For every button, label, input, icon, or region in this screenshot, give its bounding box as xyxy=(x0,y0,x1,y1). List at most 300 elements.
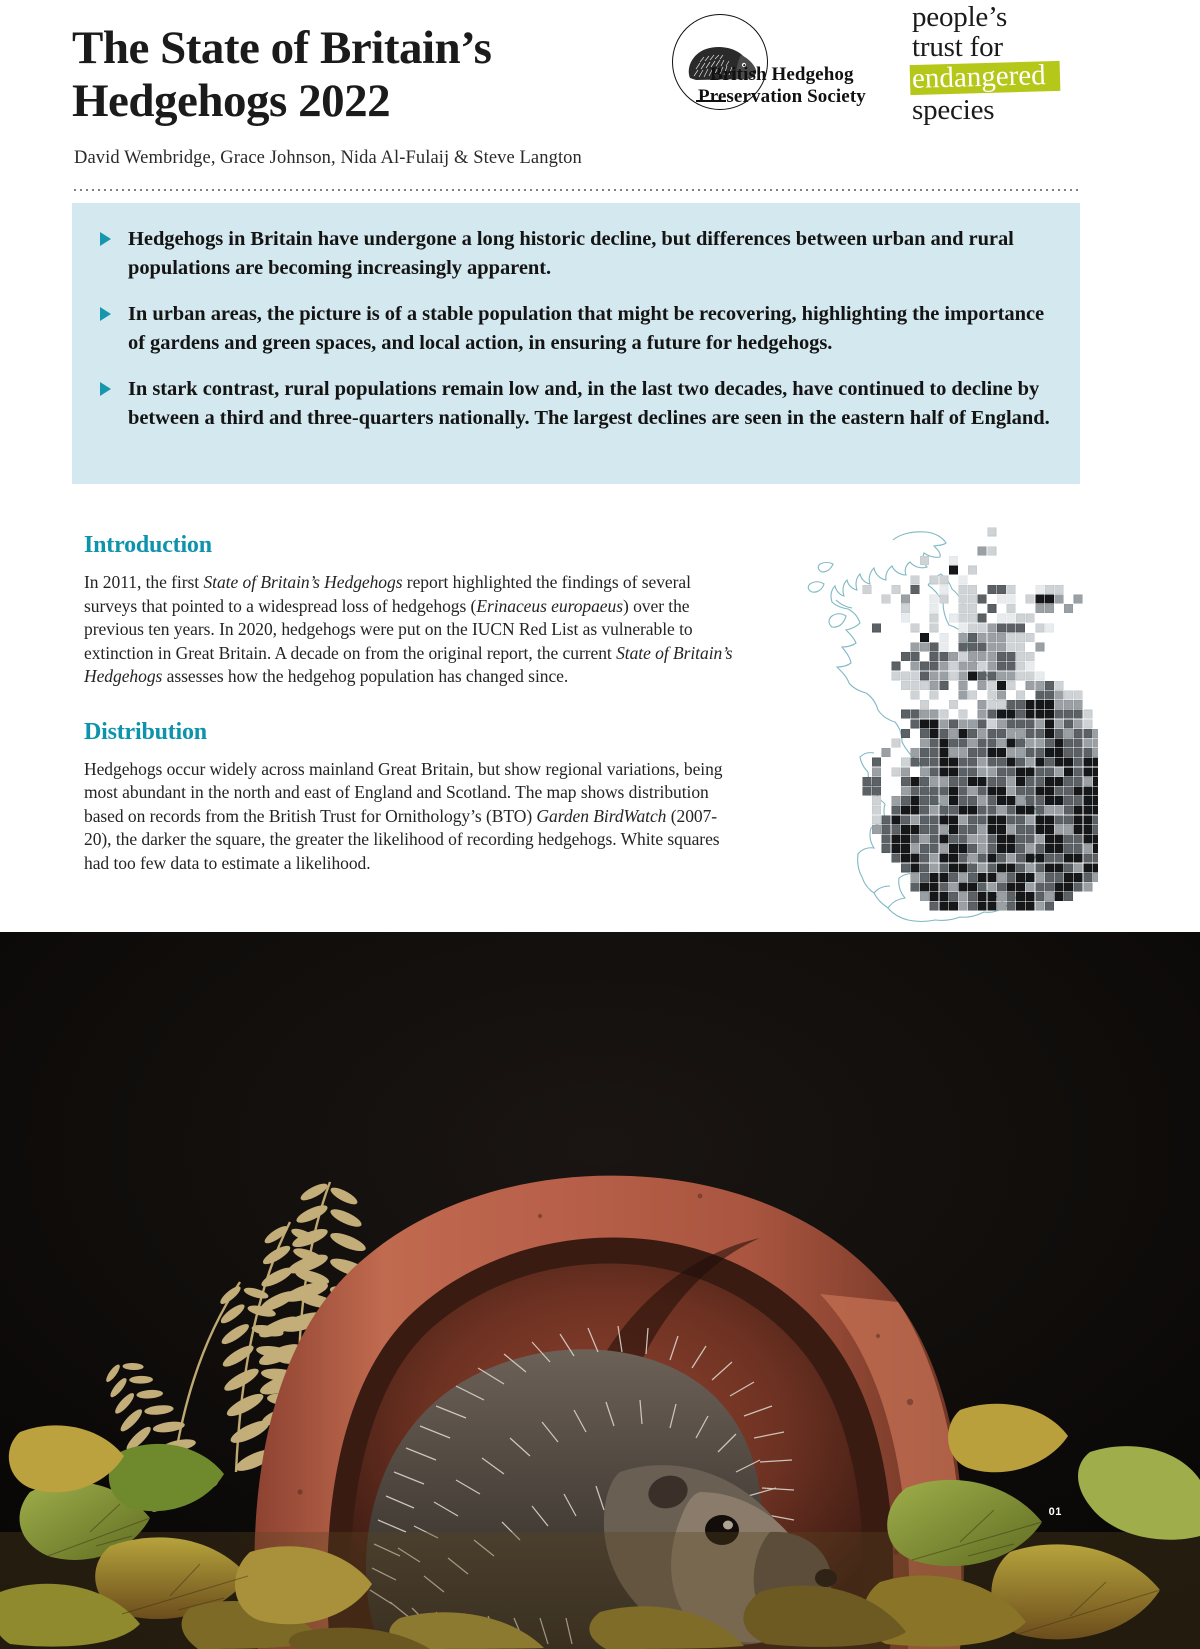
map-grid-cell xyxy=(1007,710,1015,718)
map-grid-cell xyxy=(959,883,967,891)
map-grid-cell xyxy=(892,806,900,814)
map-grid-cell xyxy=(949,672,957,680)
map-grid-cell xyxy=(940,643,948,651)
map-grid-cell xyxy=(1026,652,1034,660)
map-grid-cell xyxy=(1064,806,1072,814)
map-grid-cell xyxy=(1055,777,1063,785)
map-grid-cell xyxy=(911,652,919,660)
map-grid-cell xyxy=(1016,864,1024,872)
map-grid-cell xyxy=(988,768,996,776)
map-grid-cell xyxy=(1055,768,1063,776)
map-grid-cell xyxy=(978,873,986,881)
map-grid-cell xyxy=(1016,854,1024,862)
map-grid-cell xyxy=(1084,864,1092,872)
map-grid-cell xyxy=(920,729,928,737)
map-grid-cell xyxy=(940,864,948,872)
map-grid-cell xyxy=(988,844,996,852)
map-grid-cell xyxy=(882,595,890,603)
map-grid-cell xyxy=(978,681,986,689)
map-grid-cell xyxy=(901,806,909,814)
map-grid-cell xyxy=(1007,729,1015,737)
map-grid-cell xyxy=(872,816,880,824)
map-grid-cell xyxy=(1007,873,1015,881)
map-grid-cell xyxy=(1016,777,1024,785)
map-grid-cell xyxy=(959,777,967,785)
title-line-1: The State of Britain’s xyxy=(72,22,492,74)
map-grid-cell xyxy=(1045,777,1053,785)
map-grid-cell xyxy=(988,528,996,536)
map-grid-cell xyxy=(1064,787,1072,795)
map-grid-cell xyxy=(1036,758,1044,766)
map-grid-cell xyxy=(1026,633,1034,641)
map-grid-cell xyxy=(988,710,996,718)
key-points-box xyxy=(72,203,1080,484)
map-grid-cell xyxy=(949,835,957,843)
map-grid-cell xyxy=(892,825,900,833)
map-grid-cell xyxy=(1045,825,1053,833)
map-grid-cell xyxy=(978,902,986,910)
map-grid-cell xyxy=(1026,806,1034,814)
map-grid-cell xyxy=(1055,691,1063,699)
map-grid-cell xyxy=(1016,748,1024,756)
map-grid-cell xyxy=(968,892,976,900)
map-grid-cell xyxy=(997,902,1005,910)
map-grid-cell xyxy=(968,585,976,593)
map-grid-cell xyxy=(1036,691,1044,699)
map-grid-cell xyxy=(1036,710,1044,718)
map-grid-cell xyxy=(1036,700,1044,708)
map-grid-cell xyxy=(997,864,1005,872)
map-grid-cell xyxy=(1093,787,1098,795)
map-grid-cell xyxy=(1007,787,1015,795)
map-grid-cell xyxy=(1026,883,1034,891)
map-grid-cell xyxy=(1036,806,1044,814)
map-grid-cell xyxy=(997,768,1005,776)
map-grid-cell xyxy=(949,768,957,776)
map-grid-cell xyxy=(911,681,919,689)
map-grid-cell xyxy=(1064,864,1072,872)
map-grid-cell xyxy=(978,854,986,862)
map-grid-cell xyxy=(968,835,976,843)
map-grid-cell xyxy=(988,796,996,804)
map-grid-cell xyxy=(1007,825,1015,833)
map-grid-cell xyxy=(940,787,948,795)
map-grid-cell xyxy=(978,614,986,622)
map-grid-cell xyxy=(1036,883,1044,891)
map-grid-cell xyxy=(997,854,1005,862)
map-grid-cell xyxy=(959,652,967,660)
key-point-item xyxy=(86,225,1050,282)
map-grid-cell xyxy=(997,739,1005,747)
map-grid-cell xyxy=(1055,854,1063,862)
map-grid-cell xyxy=(1084,710,1092,718)
map-grid-cell xyxy=(872,796,880,804)
map-grid-cell xyxy=(1074,883,1082,891)
map-grid-cell xyxy=(997,595,1005,603)
map-grid-cell xyxy=(911,844,919,852)
map-grid-cell xyxy=(1064,777,1072,785)
map-grid-cell xyxy=(978,662,986,670)
map-grid-cell xyxy=(968,864,976,872)
map-grid-cell xyxy=(920,892,928,900)
map-grid-cell xyxy=(930,864,938,872)
map-grid-cell xyxy=(1093,729,1098,737)
map-grid-cell xyxy=(930,604,938,612)
map-grid-cell xyxy=(911,710,919,718)
map-grid-cell xyxy=(1064,854,1072,862)
ptes-logo-line3: endangered xyxy=(911,59,1047,95)
map-grid-cell xyxy=(911,672,919,680)
map-grid-cell xyxy=(1055,835,1063,843)
map-grid-cell xyxy=(1084,806,1092,814)
map-grid-cell xyxy=(1016,624,1024,632)
map-grid-cell xyxy=(988,806,996,814)
map-grid-cell xyxy=(968,768,976,776)
map-grid-cell xyxy=(959,633,967,641)
map-grid-cell xyxy=(930,691,938,699)
map-grid-cell xyxy=(930,710,938,718)
map-grid-cell xyxy=(1045,873,1053,881)
map-grid-cell xyxy=(978,864,986,872)
paragraph-introduction: In 2011, the first State of Britain’s Hedgehogs report highlighted the findings of several surveys that pointed to a widespread loss of hedgehogs (Erinaceus europaeus) over the previous ten years. In 2020, hedgehogs were put on the IUCN Red List as vulnerable to extinction in Great Britain. A decade on from the original report, the current State of Britain’s Hedgehogs assesses how the hedgehog population has changed since. xyxy=(84,572,733,686)
map-grid-cell xyxy=(892,739,900,747)
map-grid-cell xyxy=(930,902,938,910)
map-grid-cell xyxy=(1064,873,1072,881)
map-grid-cell xyxy=(1045,844,1053,852)
map-grid-cell xyxy=(968,816,976,824)
map-grid-cell xyxy=(997,796,1005,804)
map-grid-cell xyxy=(1093,816,1098,824)
map-grid-cell xyxy=(1045,796,1053,804)
map-grid-cell xyxy=(968,825,976,833)
map-grid-cell xyxy=(1074,796,1082,804)
triangle-bullet-icon xyxy=(100,232,111,246)
map-grid-cell xyxy=(1016,729,1024,737)
page-header xyxy=(0,0,1200,196)
map-grid-cell xyxy=(1026,768,1034,776)
map-grid-cell xyxy=(1045,691,1053,699)
map-grid-cell xyxy=(1016,816,1024,824)
map-grid-cell xyxy=(1026,700,1034,708)
map-grid-cell xyxy=(930,614,938,622)
map-grid-cell xyxy=(1084,729,1092,737)
map-grid-cell xyxy=(1045,748,1053,756)
map-grid-cell xyxy=(920,739,928,747)
map-grid-cell xyxy=(997,662,1005,670)
map-grid-cell xyxy=(920,768,928,776)
map-grid-cell xyxy=(978,633,986,641)
map-grid-cell xyxy=(959,796,967,804)
map-grid-cell xyxy=(1036,787,1044,795)
map-grid-cell xyxy=(940,662,948,670)
map-grid-cell xyxy=(949,777,957,785)
map-grid-cell xyxy=(1007,604,1015,612)
map-grid-cell xyxy=(988,643,996,651)
map-grid-cell xyxy=(911,720,919,728)
map-grid-cell xyxy=(988,739,996,747)
map-grid-cell xyxy=(1036,720,1044,728)
map-grid-cell xyxy=(1007,595,1015,603)
map-grid-cell xyxy=(1026,816,1034,824)
map-grid-cell xyxy=(940,816,948,824)
map-grid-cell xyxy=(920,556,928,564)
map-grid-cell xyxy=(978,739,986,747)
map-grid-cell xyxy=(892,796,900,804)
map-grid-cell xyxy=(968,595,976,603)
map-grid-cell xyxy=(892,854,900,862)
map-grid-cell xyxy=(940,585,948,593)
hero-photo xyxy=(0,932,1200,1649)
map-grid-cell xyxy=(997,652,1005,660)
map-grid-cell xyxy=(911,854,919,862)
map-grid-cell xyxy=(940,768,948,776)
map-grid-cell xyxy=(930,816,938,824)
map-grid-cell xyxy=(920,777,928,785)
map-grid-cell xyxy=(940,758,948,766)
map-grid-cell xyxy=(1074,844,1082,852)
map-grid-cell xyxy=(940,729,948,737)
map-grid-cell xyxy=(997,892,1005,900)
map-grid-cell xyxy=(920,844,928,852)
heading-distribution: Distribution xyxy=(84,718,207,745)
map-grid-cell xyxy=(863,585,871,593)
map-grid-cell xyxy=(1016,796,1024,804)
map-grid-cell xyxy=(968,633,976,641)
map-grid-cell xyxy=(988,729,996,737)
map-grid-cell xyxy=(959,835,967,843)
map-grid-cell xyxy=(930,739,938,747)
map-grid-cell xyxy=(1055,595,1063,603)
distribution-map-graphic xyxy=(780,512,1098,924)
map-grid-cell xyxy=(1016,633,1024,641)
map-grid-cell xyxy=(892,585,900,593)
map-grid-cell xyxy=(997,633,1005,641)
map-grid-cell xyxy=(901,729,909,737)
map-grid-cell xyxy=(1036,777,1044,785)
map-grid-cell xyxy=(1026,748,1034,756)
map-grid-cell xyxy=(1045,806,1053,814)
map-grid-cell xyxy=(930,844,938,852)
map-grid-cell xyxy=(978,720,986,728)
map-grid-cell xyxy=(997,777,1005,785)
map-grid-cell xyxy=(1026,873,1034,881)
map-grid-cell xyxy=(901,796,909,804)
map-grid-cell xyxy=(930,729,938,737)
map-grid-cell xyxy=(940,595,948,603)
hero-photo-graphic xyxy=(0,932,1200,1649)
map-grid-cell xyxy=(959,854,967,862)
map-grid-cell xyxy=(911,777,919,785)
triangle-bullet-icon xyxy=(100,307,111,321)
map-grid-cell xyxy=(1007,633,1015,641)
map-grid-cell xyxy=(959,643,967,651)
map-grid-cell xyxy=(872,825,880,833)
map-grid-cell xyxy=(940,710,948,718)
map-grid-cell xyxy=(949,748,957,756)
map-grid-cell xyxy=(988,825,996,833)
map-grid-cell xyxy=(940,739,948,747)
map-grid-cell xyxy=(911,816,919,824)
map-grid-cell xyxy=(901,844,909,852)
map-grid-cell xyxy=(1007,720,1015,728)
title-line-2: Hedgehogs 2022 xyxy=(72,75,391,127)
map-grid-cell xyxy=(930,662,938,670)
map-grid-cell xyxy=(988,700,996,708)
map-grid-cell xyxy=(940,576,948,584)
map-grid-cell xyxy=(1007,864,1015,872)
map-grid-cell xyxy=(1045,729,1053,737)
map-grid-cell xyxy=(920,816,928,824)
map-grid-cell xyxy=(1055,873,1063,881)
map-grid-cell xyxy=(930,681,938,689)
map-grid-cell xyxy=(1055,700,1063,708)
map-grid-cell xyxy=(997,816,1005,824)
map-grid-cell xyxy=(1026,825,1034,833)
map-grid-cell xyxy=(1007,892,1015,900)
map-grid-cell xyxy=(949,662,957,670)
map-grid-cell xyxy=(901,864,909,872)
map-grid-cell xyxy=(892,816,900,824)
map-grid-cell xyxy=(930,768,938,776)
map-grid-cell xyxy=(1036,902,1044,910)
map-grid-cell xyxy=(1045,624,1053,632)
map-grid-cell xyxy=(1045,595,1053,603)
map-grid-cell xyxy=(997,585,1005,593)
map-grid-cell xyxy=(940,681,948,689)
map-grid-cell xyxy=(1007,854,1015,862)
map-grid-cell xyxy=(949,556,957,564)
map-grid-cell xyxy=(978,825,986,833)
map-grid-cell xyxy=(959,748,967,756)
triangle-bullet-icon xyxy=(100,382,111,396)
map-grid-cell xyxy=(1055,796,1063,804)
map-grid-cell xyxy=(968,720,976,728)
article-text-column xyxy=(84,532,744,875)
map-grid-cell xyxy=(968,691,976,699)
map-grid-cell xyxy=(930,652,938,660)
map-grid-cell xyxy=(1016,739,1024,747)
map-grid-cell xyxy=(949,816,957,824)
map-grid-cell xyxy=(997,681,1005,689)
map-grid-cell xyxy=(920,710,928,718)
map-grid-cell xyxy=(997,748,1005,756)
map-grid-cell xyxy=(1007,614,1015,622)
map-grid-cell xyxy=(1026,892,1034,900)
map-grid-cell xyxy=(1016,883,1024,891)
map-grid-cell xyxy=(1007,796,1015,804)
map-grid-cell xyxy=(1007,758,1015,766)
map-grid-cell xyxy=(911,796,919,804)
map-grid-cell xyxy=(1074,777,1082,785)
map-grid-cell xyxy=(911,662,919,670)
map-grid-cell xyxy=(940,854,948,862)
map-grid-cell xyxy=(1055,883,1063,891)
map-grid-cell xyxy=(997,624,1005,632)
map-grid-cell xyxy=(1007,768,1015,776)
map-grid-cell xyxy=(1045,604,1053,612)
map-grid-cell xyxy=(1064,604,1072,612)
map-grid-cell xyxy=(1007,652,1015,660)
map-grid-cell xyxy=(978,643,986,651)
map-grid-cell xyxy=(1084,873,1092,881)
map-grid-cell xyxy=(930,854,938,862)
map-grid-cell xyxy=(997,720,1005,728)
map-grid-cell xyxy=(920,633,928,641)
map-grid-cell xyxy=(1007,643,1015,651)
map-grid-cell xyxy=(1074,835,1082,843)
map-grid-cell xyxy=(901,854,909,862)
map-grid-cell xyxy=(1045,864,1053,872)
map-grid-cell xyxy=(978,748,986,756)
map-grid-cell xyxy=(997,825,1005,833)
map-grid-cell xyxy=(1055,739,1063,747)
map-grid-cell xyxy=(1055,681,1063,689)
map-grid-cell xyxy=(1084,758,1092,766)
map-grid-cell xyxy=(968,614,976,622)
map-grid-cell xyxy=(988,672,996,680)
map-grid-cell xyxy=(930,892,938,900)
map-grid-cell xyxy=(1007,681,1015,689)
distribution-map xyxy=(780,512,1098,924)
map-grid-cell xyxy=(949,806,957,814)
map-grid-cell xyxy=(1055,806,1063,814)
map-grid-cell xyxy=(949,729,957,737)
map-grid-cell xyxy=(1064,825,1072,833)
map-grid-cell xyxy=(949,758,957,766)
map-grid-cell xyxy=(978,816,986,824)
map-grid-cell xyxy=(940,777,948,785)
map-grid-cell xyxy=(1045,681,1053,689)
map-grid-cell xyxy=(901,681,909,689)
map-grid-cell xyxy=(901,652,909,660)
map-grid-cell xyxy=(1007,902,1015,910)
map-grid-cell xyxy=(1093,739,1098,747)
map-grid-cell xyxy=(1074,739,1082,747)
map-grid-cell xyxy=(968,883,976,891)
map-grid-cell xyxy=(1093,796,1098,804)
map-grid-cell xyxy=(997,873,1005,881)
map-grid-cell xyxy=(1045,854,1053,862)
map-grid-cell xyxy=(968,739,976,747)
map-grid-cell xyxy=(978,758,986,766)
map-grid-cell xyxy=(1064,729,1072,737)
map-grid-cell xyxy=(930,796,938,804)
map-grid-cell xyxy=(959,873,967,881)
map-grid-cell xyxy=(863,787,871,795)
map-grid-cell xyxy=(1064,883,1072,891)
map-grid-cell xyxy=(997,883,1005,891)
map-grid-cell xyxy=(997,787,1005,795)
map-grid-cell xyxy=(949,854,957,862)
map-grid-cell xyxy=(1036,768,1044,776)
map-grid-cell xyxy=(930,758,938,766)
map-grid-cell xyxy=(1016,902,1024,910)
map-grid-cell xyxy=(968,624,976,632)
map-grid-cell xyxy=(1026,902,1034,910)
map-grid-cell xyxy=(988,864,996,872)
map-grid-cell xyxy=(1026,844,1034,852)
map-grid-cell xyxy=(1084,835,1092,843)
map-grid-cell xyxy=(997,643,1005,651)
map-grid-cell xyxy=(1093,758,1098,766)
map-grid-cell xyxy=(978,624,986,632)
map-grid-cell xyxy=(988,604,996,612)
map-grid-cell xyxy=(1016,758,1024,766)
map-grid-cell xyxy=(988,652,996,660)
map-grid-cell xyxy=(1064,758,1072,766)
map-grid-cell xyxy=(1055,585,1063,593)
map-grid-cell xyxy=(1045,768,1053,776)
